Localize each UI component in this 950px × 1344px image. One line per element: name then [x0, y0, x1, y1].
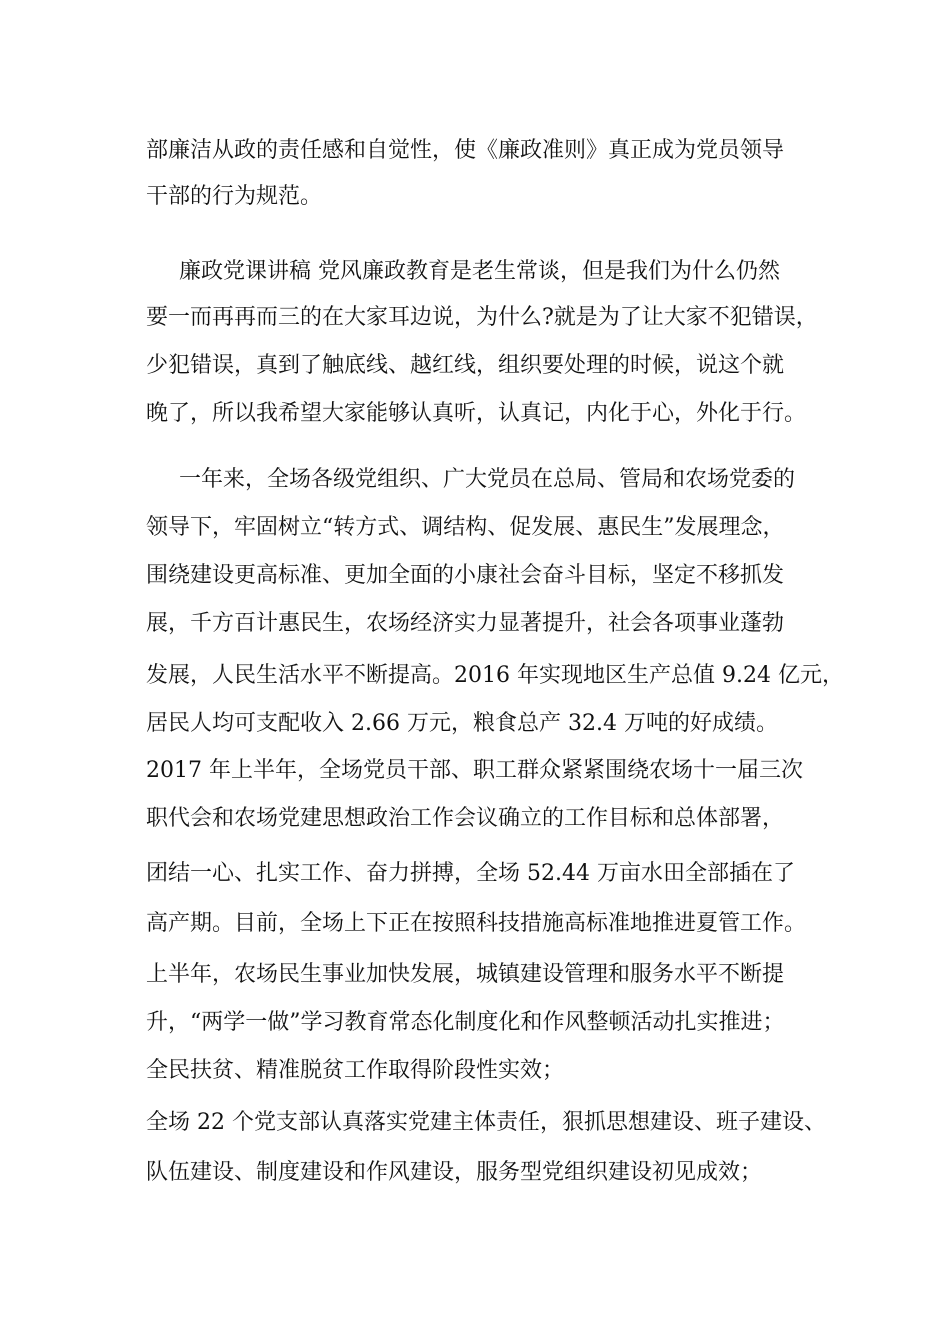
text-line: 围绕建设更高标准、更加全面的小康社会奋斗目标，坚定不移抓发: [146, 563, 785, 588]
text-line: 高产期。目前，全场上下正在按照科技措施高标准地推进夏管工作。: [146, 911, 807, 936]
text-line: 晚了，所以我希望大家能够认真听，认真记，内化于心，外化于行。: [146, 401, 807, 426]
text-line: 一年来，全场各级党组织、广大党员在总局、管局和农场党委的: [179, 467, 796, 492]
text-line: 要一而再再而三的在大家耳边说，为什么?就是为了让大家不犯错误，: [146, 305, 818, 330]
text-line: 团结一心、扎实工作、奋力拼搏，全场 52.44 万亩水田全部插在了: [146, 861, 795, 886]
text-line: 2017 年上半年，全场党员干部、职工群众紧紧围绕农场十一届三次: [146, 758, 803, 783]
text-line: 全民扶贫、精准脱贫工作取得阶段性实效；: [146, 1058, 565, 1083]
text-line: 少犯错误，真到了触底线、越红线，组织要处理的时候，说这个就: [146, 353, 785, 378]
text-line: 上半年，农场民生事业加快发展，城镇建设管理和服务水平不断提: [146, 962, 785, 987]
text-line: 干部的行为规范。: [146, 184, 323, 209]
text-line: 全场 22 个党支部认真落实党建主体责任，狠抓思想建设、班子建设、: [146, 1110, 826, 1135]
text-line: 部廉洁从政的责任感和自觉性，使《廉政准则》真正成为党员领导: [146, 138, 785, 163]
text-line: 展，千方百计惠民生，农场经济实力显著提升，社会各项事业蓬勃: [146, 611, 785, 636]
text-line: 领导下，牢固树立“转方式、调结构、促发展、惠民生”发展理念，: [146, 515, 785, 540]
text-line: 职代会和农场党建思想政治工作会议确立的工作目标和总体部署，: [146, 806, 785, 831]
text-line: 升，“两学一做”学习教育常态化制度化和作风整顿活动扎实推进；: [146, 1010, 785, 1035]
text-line: 居民人均可支配收入 2.66 万元，粮食总产 32.4 万吨的好成绩。: [146, 711, 778, 736]
text-line: 队伍建设、制度建设和作风建设，服务型党组织建设初见成效；: [146, 1160, 763, 1185]
text-line: 发展，人民生活水平不断提高。2016 年实现地区生产总值 9.24 亿元，: [146, 663, 844, 688]
text-line: 廉政党课讲稿 党风廉政教育是老生常谈，但是我们为什么仍然: [179, 259, 780, 284]
